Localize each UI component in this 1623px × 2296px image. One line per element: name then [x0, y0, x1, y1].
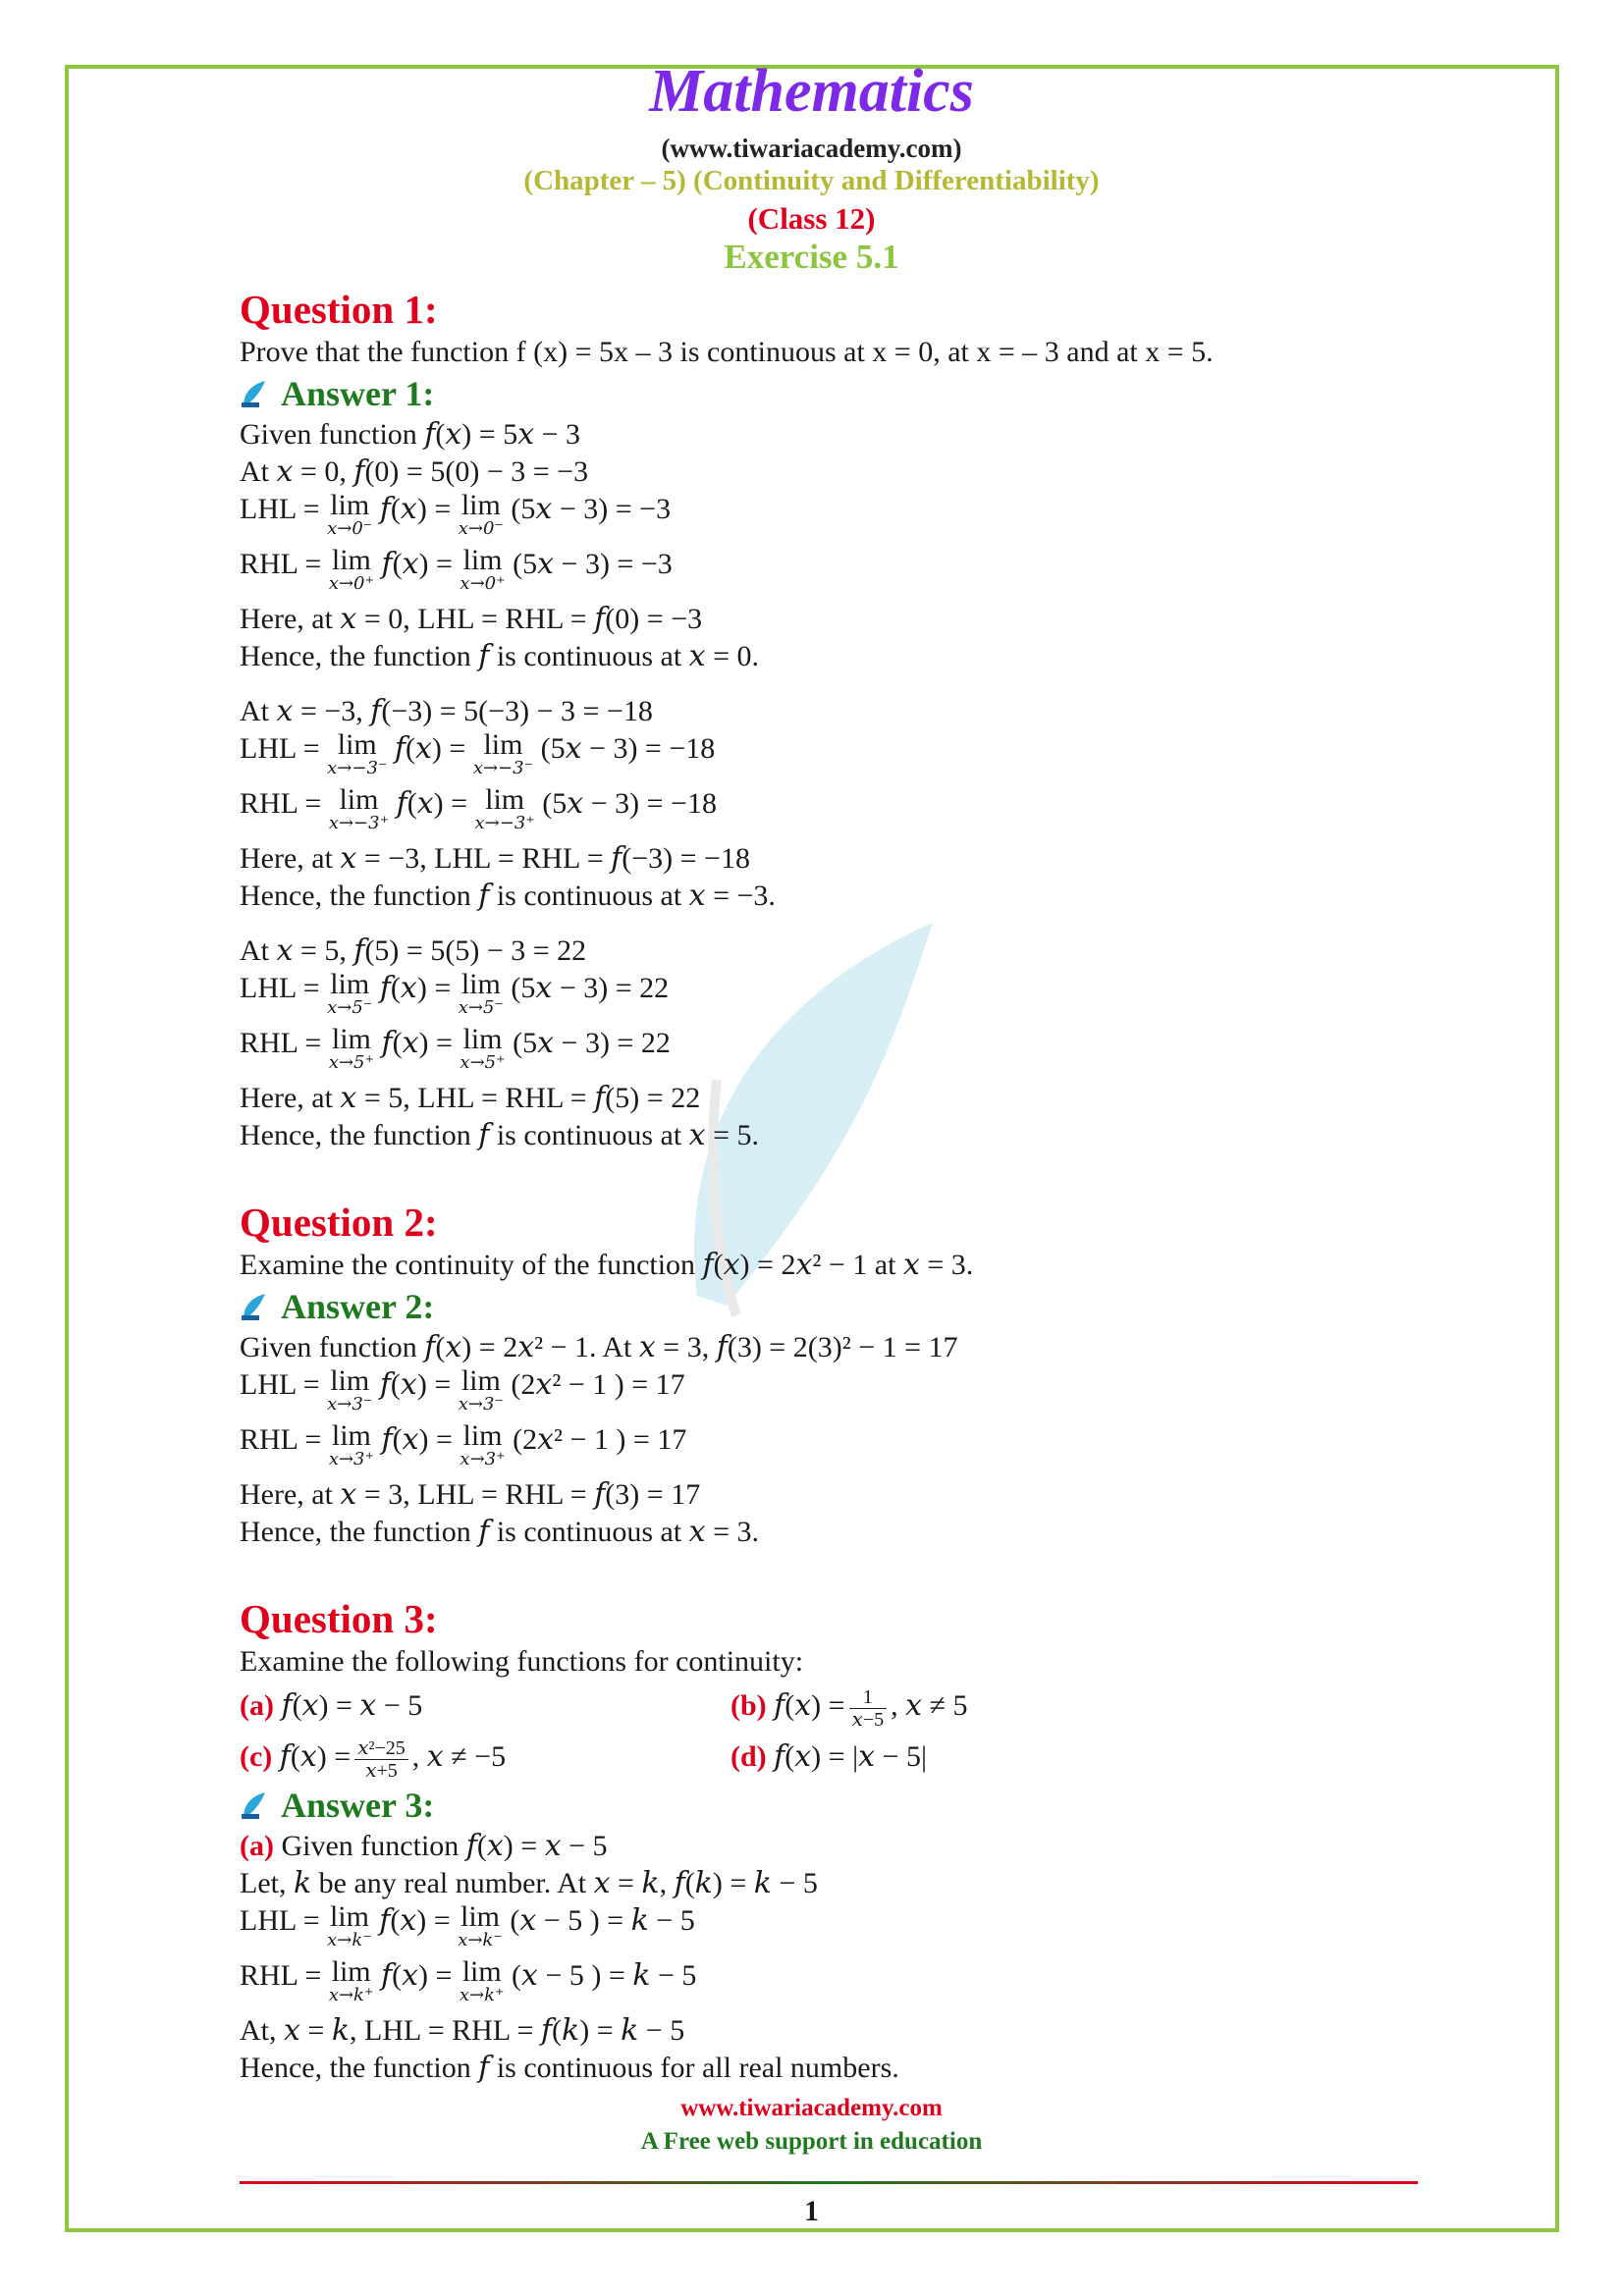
lim-word: lim [339, 783, 379, 816]
limit-subscript: 𝑥→5⁻ [458, 997, 504, 1018]
limit-result: (𝑥 − 5 ) = 𝑘 − 5 [512, 1959, 697, 1992]
page-title: Mathematics [649, 58, 974, 125]
answer-line: Here, at 𝑥 = 0, LHL = RHL = 𝑓(0) = −3 [240, 603, 703, 635]
limit-subscript: 𝑥→0⁻ [458, 518, 504, 539]
limit-operator [460, 546, 505, 593]
limit-subscript: 𝑥→5⁻ [327, 997, 373, 1018]
limit-label: RHL = [240, 1423, 322, 1456]
lim-word: lim [331, 1955, 371, 1988]
answer-2-title [240, 1284, 1418, 1329]
limit-operator [475, 785, 535, 832]
limit-label: RHL = [240, 1027, 322, 1059]
limit-subscript: 𝑥→−3⁻ [472, 758, 534, 778]
limit-result: (5𝑥 − 3) = 22 [513, 1027, 671, 1059]
answer-line: Here, at 𝑥 = 5, LHL = RHL = 𝑓(5) = 22 [240, 1082, 701, 1114]
limit-expr: 𝑓(𝑥) = [379, 972, 452, 1004]
question-2-text: Examine the continuity of the function 𝑓(𝑥) = 2𝑥² − 1 at 𝑥 = 3. [240, 1249, 974, 1281]
limit-line [240, 730, 1418, 785]
limit-operator [473, 730, 533, 777]
option-b-condition: , 𝑥 ≠ 5 [891, 1689, 968, 1722]
limit-operator [459, 970, 504, 1017]
limit-operator [460, 1025, 505, 1072]
lim-word: lim [460, 1364, 501, 1397]
limit-expr: 𝑓(𝑥) = [381, 1423, 453, 1456]
limit-subscript: 𝑥→−3⁺ [328, 813, 390, 833]
answer-line: Let, 𝑘 be any real number. At 𝑥 = 𝑘, 𝑓(𝑘) = 𝑘 − 5 [240, 1867, 818, 1899]
limit-operator [329, 785, 389, 832]
fraction-numerator: 1 [849, 1686, 888, 1709]
option-c-expr: 𝑓(𝑥) = [279, 1740, 352, 1773]
limit-operator [327, 1366, 372, 1414]
answer-line: Given function 𝑓(𝑥) = 5𝑥 − 3 [240, 418, 581, 451]
limit-subscript: 𝑥→0⁺ [328, 573, 374, 594]
limit-subscript: 𝑥→3⁻ [327, 1394, 373, 1415]
limit-expr: 𝑓(𝑥) = [394, 732, 466, 765]
limit-expr: 𝑓(𝑥) = [396, 787, 468, 820]
lim-word: lim [337, 728, 377, 761]
fraction [354, 1737, 408, 1782]
limit-line [240, 546, 1418, 601]
fraction-denominator: 𝑥−5 [851, 1708, 885, 1731]
limit-expr: 𝑓(𝑥) = [379, 1368, 452, 1401]
question-2-title: Question 2: [240, 1200, 438, 1245]
answer-line: At, 𝑥 = 𝑘, LHL = RHL = 𝑓(𝑘) = 𝑘 − 5 [240, 2014, 685, 2047]
leaf-logo-icon [240, 1292, 269, 1321]
limit-subscript: 𝑥→3⁺ [328, 1449, 374, 1469]
answer-line: Hence, the function 𝑓 is continuous at 𝑥 = 3. [240, 1516, 759, 1548]
limit-line [240, 785, 1418, 840]
limit-label: LHL = [240, 1904, 320, 1937]
limit-operator [327, 970, 372, 1017]
answer-2-label: Answer 2: [281, 1287, 435, 1326]
lim-word: lim [329, 1900, 369, 1933]
question-1-text: Prove that the function f (x) = 5x – 3 is continuous at x = 0, at x = – 3 and at x = 5. [240, 336, 1214, 368]
answer-line: Hence, the function 𝑓 is continuous at 𝑥 = 0. [240, 640, 759, 672]
lim-word: lim [460, 968, 501, 1000]
lim-word: lim [331, 1419, 371, 1452]
limit-operator [459, 491, 504, 538]
question-3-options-row-2 [240, 1732, 1418, 1783]
lim-word: lim [460, 1900, 501, 1933]
lim-word: lim [331, 1023, 371, 1055]
limit-expr: 𝑓(𝑥) = [379, 493, 452, 525]
limit-line [240, 1902, 1418, 1957]
option-c-condition: , 𝑥 ≠ −5 [411, 1740, 507, 1773]
option-c-label: (c) [240, 1740, 273, 1773]
limit-subscript: 𝑥→5⁺ [460, 1052, 506, 1073]
lim-word: lim [462, 1419, 503, 1452]
limit-subscript: 𝑥→0⁻ [327, 518, 373, 539]
limit-expr: 𝑓(𝑥) = [381, 548, 453, 580]
limit-result: (5𝑥 − 3) = 22 [511, 972, 670, 1004]
footer-tagline: A Free web support in education [640, 2128, 983, 2155]
limit-line [240, 1366, 1418, 1421]
lim-word: lim [462, 1023, 503, 1055]
answer-text: Given function 𝑓(𝑥) = 𝑥 − 5 [281, 1830, 608, 1862]
limit-operator [458, 1902, 503, 1949]
limit-expr: 𝑓(𝑥) = [381, 1027, 453, 1059]
limit-label: LHL = [240, 493, 320, 525]
page-number: 1 [804, 2195, 819, 2227]
option-d-label: (d) [730, 1740, 767, 1773]
answer-line: Given function 𝑓(𝑥) = 2𝑥² − 1. At 𝑥 = 3, 𝑓(3) = 2(3)² − 1 = 17 [240, 1331, 958, 1363]
footer-website-link[interactable]: www.tiwariacademy.com [680, 2095, 943, 2121]
answer-1-title [240, 371, 1418, 416]
limit-line [240, 491, 1418, 546]
limit-result: (5𝑥 − 3) = −18 [542, 787, 717, 820]
footer-divider [240, 2181, 1418, 2184]
lim-word: lim [461, 1955, 502, 1988]
answer-part-a-label: (a) [240, 1830, 274, 1862]
option-d-expr: 𝑓(𝑥) = |𝑥 − 5| [774, 1740, 927, 1773]
answer-3-title [240, 1783, 1418, 1828]
answer-3-label: Answer 3: [281, 1786, 435, 1825]
limit-label: RHL = [240, 548, 322, 580]
lim-word: lim [331, 544, 371, 576]
class-heading: (Class 12) [747, 201, 876, 236]
limit-operator [460, 1957, 505, 2004]
answer-line: At 𝑥 = −3, 𝑓(−3) = 5(−3) − 3 = −18 [240, 695, 653, 727]
question-1-title: Question 1: [240, 287, 438, 332]
limit-label: LHL = [240, 732, 320, 765]
main-content [240, 285, 1418, 2087]
answer-line: Hence, the function 𝑓 is continuous at 𝑥 = −3. [240, 880, 776, 912]
limit-subscript: 𝑥→5⁺ [328, 1052, 374, 1073]
answer-line: Here, at 𝑥 = −3, LHL = RHL = 𝑓(−3) = −18 [240, 842, 750, 875]
limit-label: LHL = [240, 1368, 320, 1401]
question-3-title: Question 3: [240, 1596, 438, 1641]
lim-word: lim [330, 1364, 370, 1397]
option-a-expr: 𝑓(𝑥) = 𝑥 − 5 [281, 1689, 423, 1722]
lim-word: lim [483, 728, 523, 761]
limit-operator [327, 491, 372, 538]
limit-operator [327, 1902, 372, 1949]
limit-label: RHL = [240, 1959, 322, 1992]
fraction-numerator: 𝑥²−25 [354, 1737, 408, 1760]
limit-operator [459, 1366, 504, 1414]
limit-operator [329, 1421, 374, 1468]
limit-expr: 𝑓(𝑥) = [379, 1904, 451, 1937]
lim-word: lim [485, 783, 525, 816]
leaf-logo-icon [240, 379, 269, 408]
limit-subscript: 𝑥→−3⁻ [327, 758, 388, 778]
limit-line [240, 1025, 1418, 1080]
limit-operator [329, 546, 374, 593]
limit-line [240, 1421, 1418, 1476]
question-3-options-row-1 [240, 1681, 1418, 1732]
answer-line: At 𝑥 = 0, 𝑓(0) = 5(0) − 3 = −3 [240, 455, 589, 488]
option-b-label: (b) [730, 1689, 767, 1722]
limit-subscript: 𝑥→𝑘⁻ [458, 1930, 503, 1950]
option-b-expr: 𝑓(𝑥) = [774, 1689, 845, 1722]
limit-subscript: 𝑥→𝑘⁺ [459, 1985, 505, 2005]
header-website: (www.tiwariacademy.com) [661, 133, 962, 163]
question-3-text: Examine the following functions for continuity: [240, 1645, 804, 1678]
lim-word: lim [330, 968, 370, 1000]
limit-operator [460, 1421, 505, 1468]
fraction [849, 1686, 888, 1731]
limit-subscript: 𝑥→0⁺ [460, 573, 506, 594]
answer-line: At 𝑥 = 5, 𝑓(5) = 5(5) − 3 = 22 [240, 934, 587, 967]
answer-1-label: Answer 1: [281, 374, 435, 413]
chapter-heading: (Chapter – 5) (Continuity and Differentiability) [523, 165, 1100, 196]
lim-word: lim [330, 489, 370, 521]
limit-result: (5𝑥 − 3) = −3 [513, 548, 673, 580]
limit-subscript: 𝑥→3⁻ [458, 1394, 504, 1415]
limit-label: RHL = [240, 787, 322, 820]
limit-expr: 𝑓(𝑥) = [380, 1959, 453, 1992]
limit-result: (5𝑥 − 3) = −18 [540, 732, 716, 765]
limit-operator [327, 730, 387, 777]
limit-result: (5𝑥 − 3) = −3 [511, 493, 672, 525]
limit-subscript: 𝑥→−3⁺ [474, 813, 535, 833]
limit-result: (2𝑥² − 1 ) = 17 [511, 1368, 685, 1401]
answer-line: Hence, the function 𝑓 is continuous at 𝑥 = 5. [240, 1119, 759, 1151]
limit-line [240, 1957, 1418, 2012]
limit-operator [329, 1025, 374, 1072]
limit-subscript: 𝑥→3⁺ [460, 1449, 506, 1469]
lim-word: lim [462, 544, 503, 576]
limit-operator [329, 1957, 374, 2004]
option-a-label: (a) [240, 1689, 274, 1722]
fraction-denominator: 𝑥+5 [365, 1759, 398, 1782]
limit-result: (𝑥 − 5 ) = 𝑘 − 5 [510, 1904, 695, 1937]
exercise-heading: Exercise 5.1 [724, 238, 899, 276]
limit-line [240, 970, 1418, 1025]
leaf-logo-icon [240, 1790, 269, 1820]
lim-word: lim [460, 489, 501, 521]
answer-line: Hence, the function 𝑓 is continuous for all real numbers. [240, 2052, 899, 2084]
answer-line [240, 1828, 1418, 1865]
limit-subscript: 𝑥→𝑘⁻ [327, 1930, 372, 1950]
limit-result: (2𝑥² − 1 ) = 17 [513, 1423, 687, 1456]
limit-subscript: 𝑥→𝑘⁺ [328, 1985, 374, 2005]
answer-line: Here, at 𝑥 = 3, LHL = RHL = 𝑓(3) = 17 [240, 1478, 701, 1511]
limit-label: LHL = [240, 972, 320, 1004]
